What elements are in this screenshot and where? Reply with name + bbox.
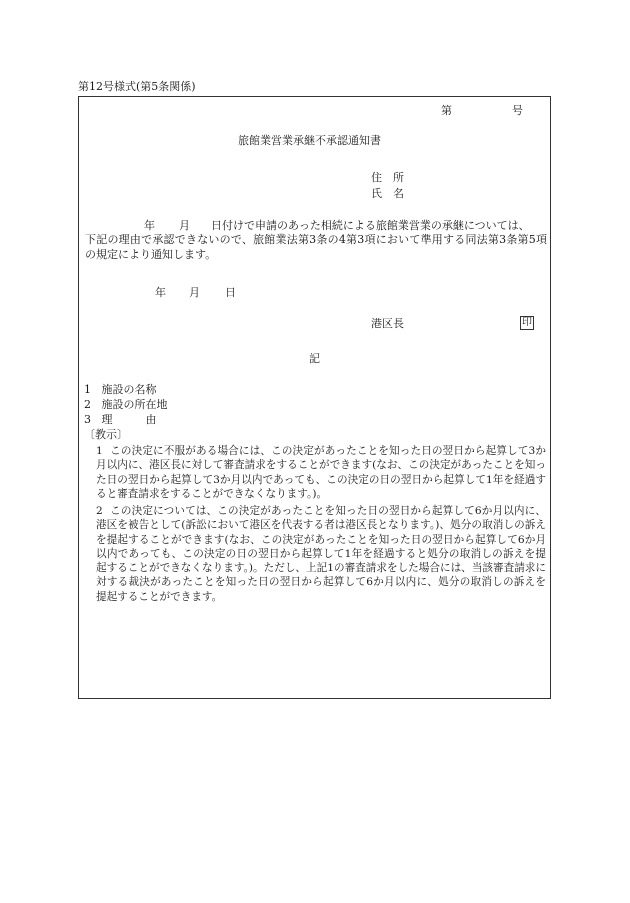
ki-heading: 記 bbox=[309, 352, 320, 365]
document-number-dai: 第 bbox=[441, 104, 452, 117]
document-number-go: 号 bbox=[512, 104, 523, 117]
note-text: この決定に不服がある場合には、この決定があったことを知った日の翌日から起算して3か月以内に、港区長に対して審査請求をすることができます(なお、この決定があったことを知った日の翌日から起算して3か月以内であっても、この決定の日の翌日から起算して1年を経過すると審査請求をすることができなくなります。)。 bbox=[96, 445, 546, 500]
application-month: 月 bbox=[179, 219, 190, 232]
issue-day: 日 bbox=[225, 286, 236, 299]
item-label: 施設の名称 bbox=[101, 383, 157, 396]
seal-box: 印 bbox=[522, 317, 532, 328]
item-label: 施設の所在地 bbox=[101, 398, 168, 411]
body-first-line: 日付けで申請のあった相続による旅館業営業の承継については、 bbox=[211, 219, 530, 232]
item-number: 1 bbox=[84, 383, 91, 396]
issuer-title: 港区長 bbox=[371, 317, 404, 330]
instruction-note-2 bbox=[96, 504, 546, 604]
issue-year: 年 bbox=[155, 286, 166, 299]
issue-month: 月 bbox=[189, 286, 200, 299]
item-3 bbox=[84, 413, 157, 427]
note-number: 2 bbox=[96, 505, 103, 517]
note-text: この決定については、この決定があったことを知った日の翌日から起算して6か月以内に、港区を被告として(訴訟において港区を代表する者は港区長となります。)、処分の取消しの訴えを提起することができます(なお、この決定があったことを知った日の翌日から起算して6か月以内であっても、この決定の日の翌日から起算して1年を経過すると処分の取消しの訴えを提起することができなくなります。)。ただし、上記1の審査請求をした場合には、当該審査請求に対する裁決があったことを知った日の翌日から起算して6か月以内に、処分の取消しの訴えを提起することができます。 bbox=[96, 505, 546, 603]
item-2 bbox=[84, 398, 168, 412]
name-label: 氏 名 bbox=[371, 187, 404, 200]
item-1 bbox=[84, 383, 157, 397]
instruction-note-1 bbox=[96, 444, 546, 501]
document-title: 旅館業営業承継不承認通知書 bbox=[238, 134, 381, 147]
note-number: 1 bbox=[96, 445, 103, 457]
item-number: 3 bbox=[84, 413, 91, 426]
item-label: 理 由 bbox=[101, 413, 157, 426]
address-label: 住 所 bbox=[371, 171, 404, 184]
application-year: 年 bbox=[144, 219, 155, 232]
instruction-heading: 〔教示〕 bbox=[84, 428, 128, 441]
item-number: 2 bbox=[84, 398, 91, 411]
body-paragraph: 下記の理由で承認できないので、旅館業法第3条の4第3項において準用する同法第3条第5項の規定により通知します。 bbox=[85, 233, 547, 261]
form-header: 第12号様式(第5条関係) bbox=[78, 80, 196, 93]
